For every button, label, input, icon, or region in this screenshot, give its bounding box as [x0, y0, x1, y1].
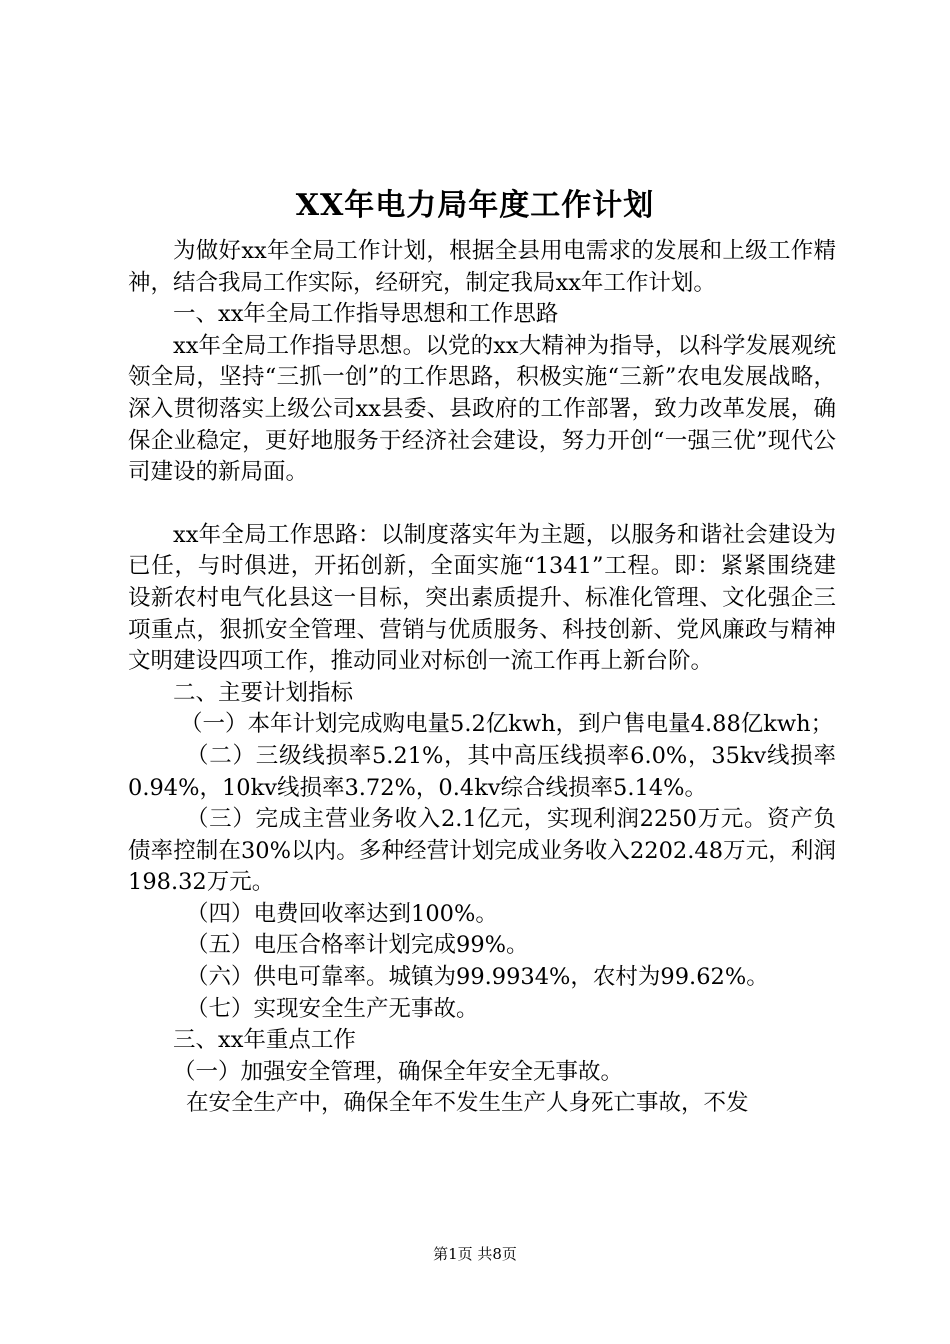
target-item-2: （二）三级线损率5.21%，其中高压线损率6.0%，35kv线损率0.94%，10kv线损率3.72%，0.4kv综合线损率5.14%。	[128, 742, 836, 801]
target-item-7: （七）实现安全生产无事故。	[186, 995, 479, 1022]
paragraph-gap	[128, 489, 836, 520]
target-item-4: （四）电费回收率达到100%。	[186, 900, 498, 927]
section3-heading: 三、xx年重点工作	[173, 1027, 356, 1054]
section1-heading: 一、xx年全局工作指导思想和工作思路	[173, 301, 559, 328]
document-title: XX年电力局年度工作计划	[295, 188, 655, 223]
work-approach-paragraph: xx年全局工作思路：以制度落实年为主题，以服务和谐社会建设为已任，与时俱进，开拓创新，全面实施“1341”工程。即：紧紧围绕建设新农村电气化县这一目标，突出素质提升、标准化管理、文化强企三项重点，狠抓安全管理、营销与优质服务、科技创新、党风廉政与精神文明建设四项工作，推动同业对标创一流工作再上新台阶。	[128, 521, 836, 675]
section2-heading: 二、主要计划指标	[173, 679, 354, 706]
target-item-1: （一）本年计划完成购电量5.2亿kwh，到户售电量4.88亿kwh；	[180, 711, 834, 738]
target-item-6: （六）供电可靠率。城镇为99.9934%，农村为99.62%。	[186, 964, 769, 991]
target-item-5: （五）电压合格率计划完成99%。	[186, 932, 529, 959]
target-item-3: （三）完成主营业务收入2.1亿元，实现利润2250万元。资产负债率控制在30%以内。多种经营计划完成业务收入2202.48万元，利润198.32万元。	[128, 806, 836, 896]
page-footer: 第1页 共8页	[433, 1245, 517, 1263]
document-body	[128, 236, 836, 1120]
key-work-1-heading: （一）加强安全管理，确保全年安全无事故。	[173, 1058, 624, 1085]
intro-paragraph: 为做好xx年全局工作计划，根据全县用电需求的发展和上级工作精神，结合我局工作实际，经研究，制定我局xx年工作计划。	[128, 238, 836, 296]
key-work-1-text: 在安全生产中，确保全年不发生生产人身死亡事故，不发	[186, 1090, 749, 1117]
guiding-thought-paragraph: xx年全局工作指导思想。以党的xx大精神为指导，以科学发展观统领全局，坚持“三抓一创”的工作思路，积极实施“三新”农电发展战略，深入贯彻落实上级公司xx县委、县政府的工作部署，致力改革发展，确保企业稳定，更好地服务于经济社会建设，努力开创“一强三优”现代公司建设的新局面。	[128, 332, 836, 486]
